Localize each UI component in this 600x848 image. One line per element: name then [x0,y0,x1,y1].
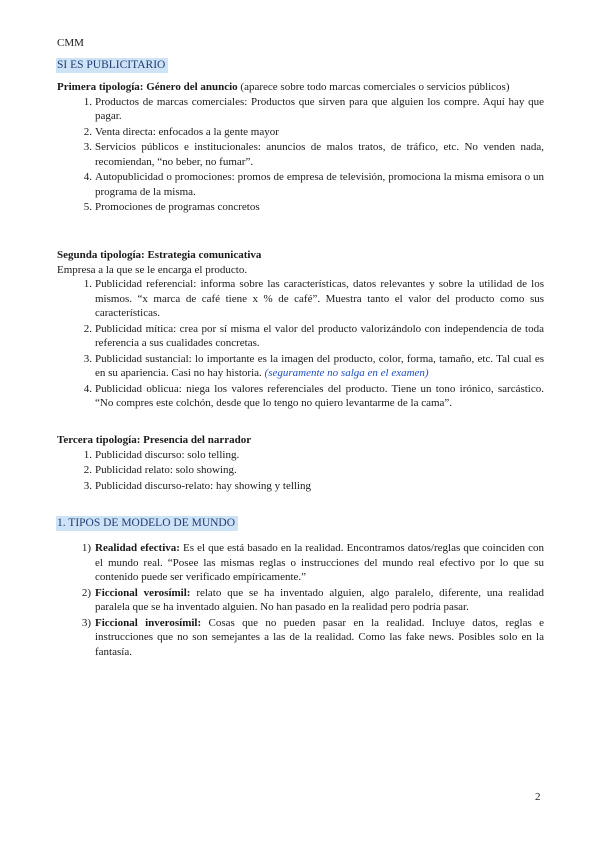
tipologia-narrador [57,433,544,494]
list-item: 3. Publicidad sustancial: lo importante es la imagen del producto, color, forma, tamaño, etc. Tal cual es en su apariencia. Casi no hay historia. (seguramente no salga en el examen) [83,352,544,379]
list-item: 3. Publicidad discurso-relato: hay showing y telling [83,479,311,492]
modelos-de-mundo [57,541,544,660]
list-item: 2. Venta directa: enfocados a la gente mayor [83,125,279,138]
list-item: 2) Ficcional verosímil: relato que se ha inventado alguien, algo paralelo, diferente, una realidad paralela que se ha inventado alguien. No han pasado en la realidad pero podría pasar. [81,586,545,613]
tipologia-3-title: Tercera tipología: Presencia del narrador [57,434,252,446]
list-item: 4. Autopublicidad o promociones: promos de empresa de televisión, promociona la misma emisora o un programa de la misma. [83,171,544,198]
list-item: 3. Servicios públicos e institucionales: anuncios de malos tratos, de tráfico, etc. No venden nada, recomiendan, “no beber, no fumar”. [83,141,544,168]
exam-note: (seguramente no salga en el examen) [264,367,429,379]
list-item: 2. Publicidad relato: solo showing. [83,464,237,476]
modelos-list [57,541,544,659]
tipologia-1-note: (aparece sobre todo marcas comerciales o servicios públicos) [240,81,510,93]
list-item: 5. Promociones de programas concretos [83,201,260,213]
list-item: 1. Productos de marcas comerciales: Productos que sirven para que alguien los compre. Aquí hay que pagar. [83,95,544,122]
list-item: 4. Publicidad oblicua: niega los valores referenciales del producto. Tiene un tono irónico, sarcástico. “No compres este colchón, desde que lo tengo no quiero levantarme de la cama”. [83,382,544,409]
tipologia-estrategia [57,248,544,412]
list-item: 1. Publicidad referencial: informa sobre las características, datos relevantes y sobre la utilidad de los mismos. “x marca de café tiene x % de café”. Muestra tanto el valor del producto como sus características. [83,278,544,319]
tipologia-1-heading [57,80,544,95]
section-heading-publicitario [56,55,168,73]
list-item: 2. Publicidad mítica: crea por sí misma el valor del producto valorizándolo con independencia de toda referencia a sus cualidades concretas. [83,322,544,349]
page-number: 2 [535,791,541,803]
header-label: CMM [57,37,84,49]
tipologia-2-title: Segunda tipología: Estrategia comunicativa [57,249,262,261]
tipologia-1-title: Primera tipología: Género del anuncio [57,81,238,93]
list-item: 1) Realidad efectiva: Es el que está basado en la realidad. Encontramos datos/reglas que coinciden con el mundo real. “Posee las mismas reglas o instrucciones del mundo real efectivo por lo que su contenido puede ser verificado empíricamente.” [81,542,544,583]
section-heading-text: SI ES PUBLICITARIO [56,58,168,73]
section-heading-modelos [56,513,238,531]
tipologia-3-list [57,448,544,494]
section-heading-text: 1. TIPOS DE MODELO DE MUNDO [56,516,238,531]
tipologia-1-list [57,95,544,215]
list-item: 3) Ficcional inverosímil: Cosas que no pueden pasar en la realidad. Incluye datos, reglas e instrucciones que no son semejantes a las de la realidad. Como las fake news. Posibles solo en la fantasía. [81,616,544,658]
tipologia-2-intro: Empresa a la que se le encarga el producto. [57,263,248,276]
tipologia-2-list [57,277,544,411]
tipologia-genero [57,80,544,216]
list-item: 1. Publicidad discurso: solo telling. [83,448,240,461]
